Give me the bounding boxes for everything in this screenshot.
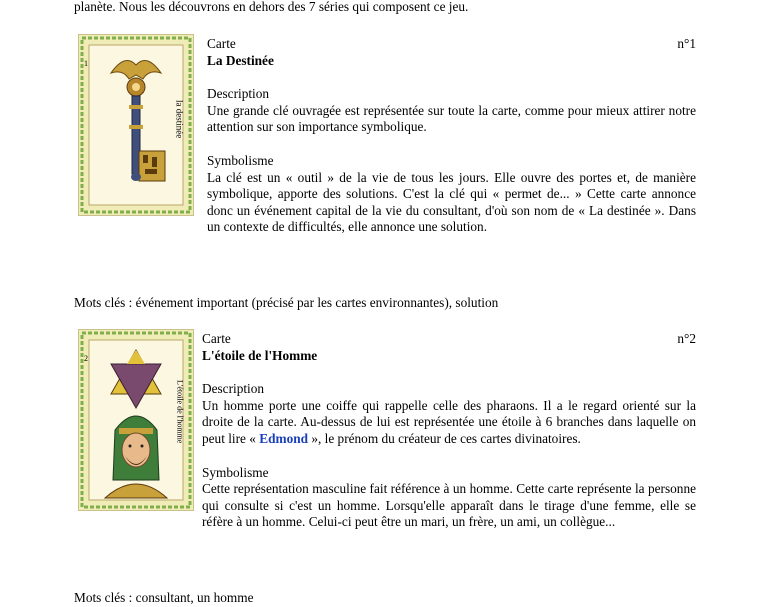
card-image-number: 2 — [84, 354, 88, 363]
card-number: n°1 — [677, 36, 696, 51]
card-image-caption: L'étoile de l'homme — [175, 380, 185, 444]
description-text: Une grande clé ouvragée est représentée sur toute la carte, comme pour mieux attirer notre attention sur son importance symbolique. — [207, 102, 696, 135]
card-2-text — [202, 331, 696, 531]
card-title: La Destinée — [207, 52, 274, 68]
card-image-caption: la destinée — [174, 100, 185, 139]
description-heading: Description — [202, 381, 265, 397]
intro-text: planète. Nous les découvrons en dehors des 7 séries qui composent ce jeu. — [74, 0, 469, 14]
keywords-card-2: Mots clés : consultant, un homme — [74, 590, 254, 605]
card-number: n°2 — [677, 331, 696, 346]
symbolism-text: Cette représentation masculine fait référence à un homme. Cette carte représente la personne qui consulte si c'est un homme. Lorsqu'elle apparaît dans le tirage d'une femme, elle se réfère à un homme. Celui-ci peut être un mari, un frère, un ami, un collègue... — [202, 481, 696, 530]
card-label: Carte — [202, 331, 231, 346]
description-heading: Description — [207, 86, 270, 102]
card-title: L'étoile de l'Homme — [202, 347, 318, 363]
card-1-text — [207, 36, 696, 236]
description-text: Un homme porte une coiffe qui rappelle celle des pharaons. Il a le regard orienté sur la droite de la carte. Au-dessus de lui est représentée une étoile à 6 branches dans laquelle on peut lire « Edmond », le prénom du créateur de ces cartes divinatoires. — [202, 397, 696, 446]
symbolism-heading: Symbolisme — [202, 464, 269, 480]
keywords-card-1: Mots clés : événement important (précisé par les cartes environnantes), solution — [74, 295, 499, 310]
card-label: Carte — [207, 36, 236, 51]
card-image-number: 1 — [84, 59, 88, 68]
creator-name-link[interactable]: Edmond — [259, 430, 309, 446]
symbolism-heading: Symbolisme — [207, 152, 274, 168]
symbolism-text: La clé est un « outil » de la vie de tous les jours. Elle ouvre des portes et, de manière symbolique, apporte des solutions. C'est la clé qui « permet de... » Cette carte annonce donc un événement capital de la vie du consultant, d'où son nom de « La destinée ». Dans un contexte de difficultés, elle annonce une solution. — [207, 169, 696, 235]
